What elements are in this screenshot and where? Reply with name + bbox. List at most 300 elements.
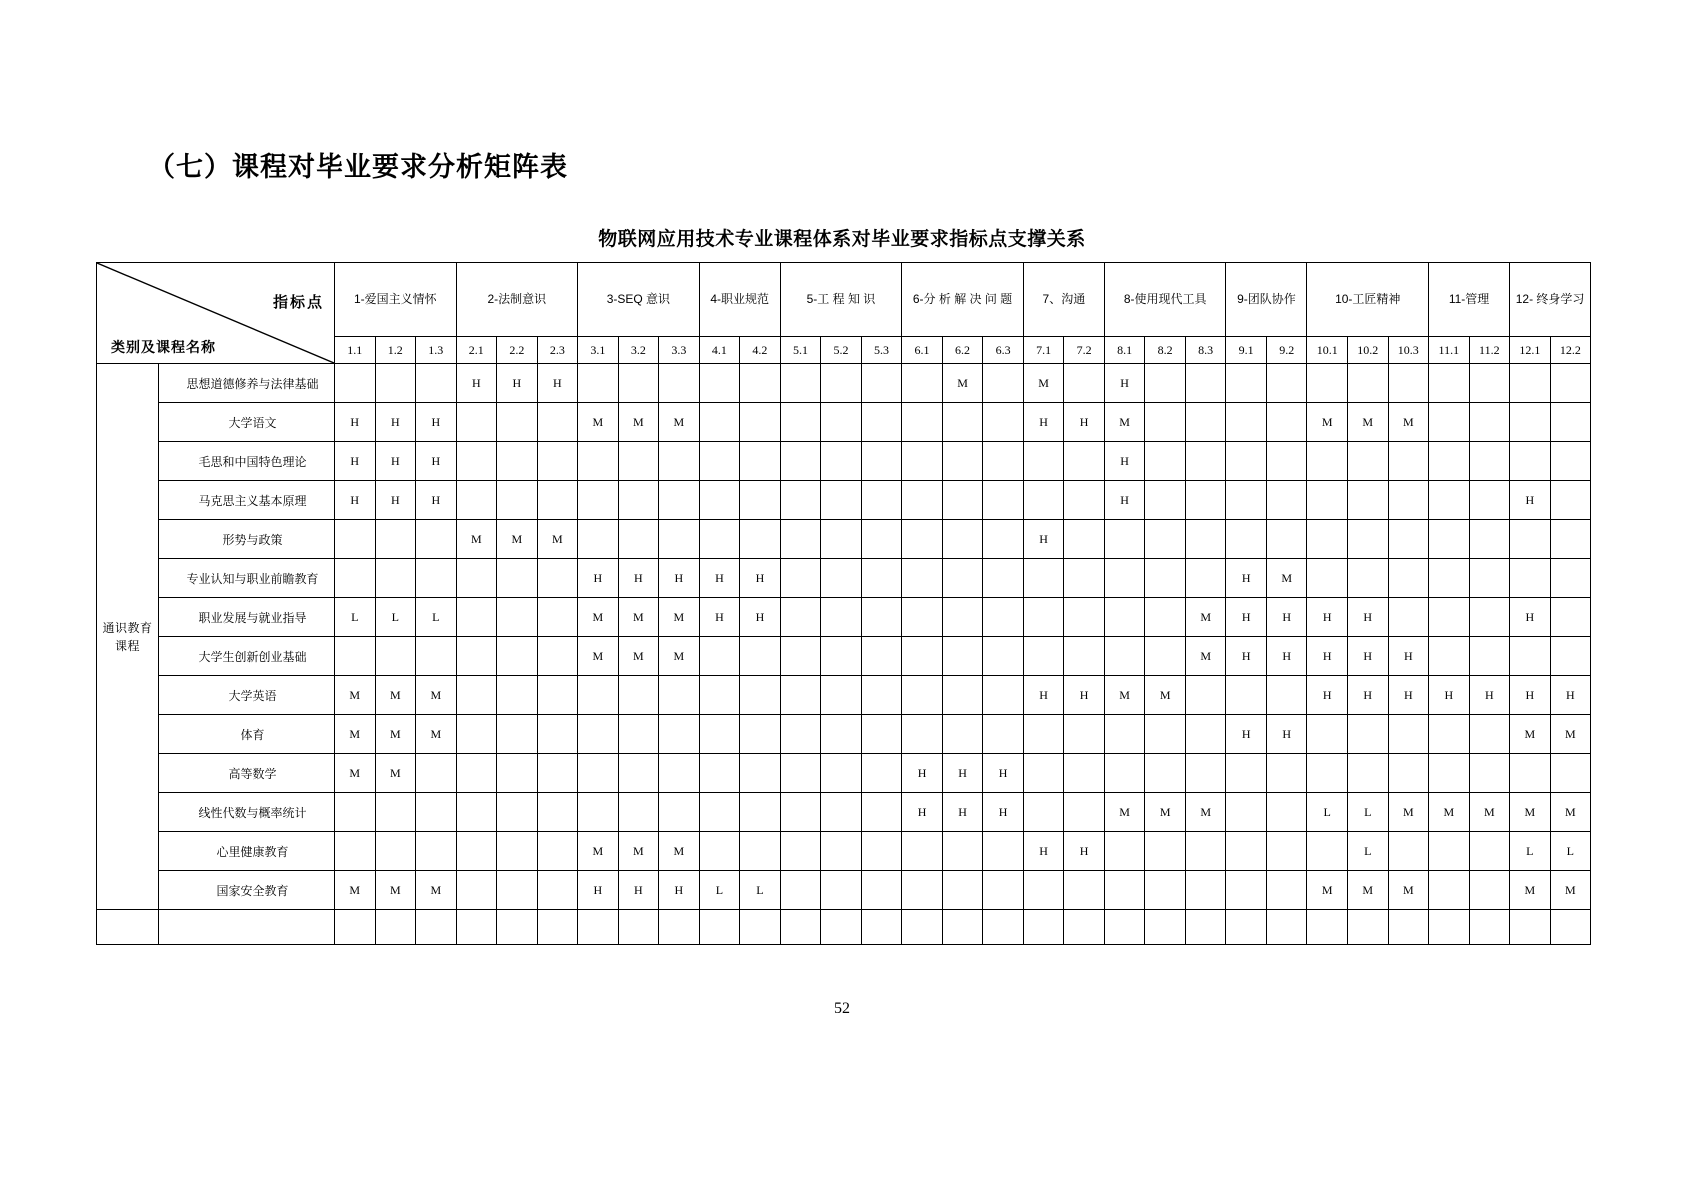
matrix-value-cell xyxy=(902,442,943,481)
sub-header-cell: 8.2 xyxy=(1145,337,1186,364)
group-header-cell: 6-分 析 解 决 问 题 xyxy=(902,263,1024,337)
sub-header-cell: 11.2 xyxy=(1469,337,1510,364)
matrix-value-cell xyxy=(983,715,1024,754)
group-header-cell: 12- 终身学习 xyxy=(1510,263,1591,337)
matrix-value-cell xyxy=(1185,364,1226,403)
matrix-value-cell xyxy=(1104,871,1145,910)
matrix-value-cell xyxy=(942,442,983,481)
matrix-value-cell: H xyxy=(1469,676,1510,715)
matrix-value-cell: H xyxy=(618,559,659,598)
matrix-value-cell xyxy=(1226,832,1267,871)
sub-header-cell: 2.2 xyxy=(497,337,538,364)
matrix-value-cell xyxy=(942,637,983,676)
matrix-value-cell xyxy=(861,754,902,793)
matrix-value-cell: L xyxy=(1307,793,1348,832)
matrix-value-cell xyxy=(1429,481,1470,520)
matrix-value-cell xyxy=(1064,637,1105,676)
matrix-value-cell xyxy=(1469,520,1510,559)
matrix-value-cell xyxy=(1226,442,1267,481)
course-name-cell: 心里健康教育 xyxy=(159,832,335,871)
table-row xyxy=(97,637,1591,676)
matrix-value-cell xyxy=(335,637,376,676)
matrix-value-cell: H xyxy=(1429,676,1470,715)
matrix-value-cell xyxy=(1104,598,1145,637)
matrix-value-cell xyxy=(1145,364,1186,403)
matrix-value-cell: H xyxy=(659,871,700,910)
course-name-cell: 毛思和中国特色理论 xyxy=(159,442,335,481)
matrix-value-cell xyxy=(821,520,862,559)
matrix-value-cell xyxy=(740,481,781,520)
matrix-value-cell xyxy=(1510,403,1551,442)
matrix-value-cell: M xyxy=(335,754,376,793)
matrix-value-cell xyxy=(1145,754,1186,793)
matrix-value-cell xyxy=(780,559,821,598)
matrix-value-cell xyxy=(1064,364,1105,403)
matrix-value-cell xyxy=(780,793,821,832)
matrix-value-cell: M xyxy=(1388,403,1429,442)
matrix-value-cell xyxy=(821,793,862,832)
matrix-value-cell xyxy=(537,559,578,598)
matrix-value-cell xyxy=(780,676,821,715)
matrix-value-cell xyxy=(416,520,457,559)
page-heading: （七）课程对毕业要求分析矩阵表 xyxy=(148,152,568,182)
course-name-cell: 体育 xyxy=(159,715,335,754)
matrix-value-cell xyxy=(1388,481,1429,520)
matrix-value-cell xyxy=(1266,364,1307,403)
matrix-value-cell xyxy=(1550,403,1591,442)
matrix-value-cell: H xyxy=(335,481,376,520)
sub-header-cell: 2.3 xyxy=(537,337,578,364)
matrix-value-cell xyxy=(578,520,619,559)
empty-cell xyxy=(1510,910,1551,945)
table-row xyxy=(97,598,1591,637)
matrix-value-cell: H xyxy=(618,871,659,910)
matrix-value-cell xyxy=(1226,403,1267,442)
matrix-value-cell: M xyxy=(618,598,659,637)
matrix-value-cell xyxy=(699,676,740,715)
matrix-value-cell: H xyxy=(902,793,943,832)
empty-cell xyxy=(821,910,862,945)
matrix-value-cell: H xyxy=(1266,637,1307,676)
matrix-value-cell xyxy=(821,364,862,403)
empty-cell xyxy=(983,910,1024,945)
matrix-value-cell xyxy=(1145,598,1186,637)
matrix-value-cell: M xyxy=(1388,793,1429,832)
matrix-value-cell xyxy=(821,832,862,871)
matrix-value-cell xyxy=(1145,442,1186,481)
matrix-value-cell: M xyxy=(1550,871,1591,910)
matrix-value-cell xyxy=(1307,520,1348,559)
table-row xyxy=(97,871,1591,910)
matrix-value-cell xyxy=(1347,520,1388,559)
group-header-row xyxy=(97,263,1591,337)
matrix-value-cell xyxy=(1145,871,1186,910)
matrix-value-cell xyxy=(902,637,943,676)
matrix-value-cell: H xyxy=(699,598,740,637)
matrix-value-cell xyxy=(1469,559,1510,598)
matrix-value-cell xyxy=(1307,754,1348,793)
matrix-value-cell xyxy=(1104,559,1145,598)
sub-header-cell: 10.1 xyxy=(1307,337,1348,364)
table-row xyxy=(97,364,1591,403)
empty-cell xyxy=(1023,910,1064,945)
matrix-value-cell xyxy=(1104,754,1145,793)
matrix-value-cell xyxy=(1023,637,1064,676)
matrix-value-cell xyxy=(1550,598,1591,637)
matrix-value-cell xyxy=(942,832,983,871)
matrix-value-cell xyxy=(1064,793,1105,832)
matrix-value-cell: H xyxy=(1307,637,1348,676)
matrix-value-cell xyxy=(578,364,619,403)
matrix-value-cell xyxy=(699,832,740,871)
matrix-value-cell xyxy=(1064,754,1105,793)
matrix-value-cell xyxy=(861,364,902,403)
table-row xyxy=(97,442,1591,481)
matrix-value-cell: H xyxy=(375,442,416,481)
matrix-value-cell: H xyxy=(335,403,376,442)
matrix-value-cell xyxy=(1226,793,1267,832)
matrix-value-cell: H xyxy=(1104,481,1145,520)
matrix-value-cell xyxy=(1266,442,1307,481)
matrix-value-cell xyxy=(1550,754,1591,793)
matrix-value-cell: H xyxy=(1347,676,1388,715)
matrix-value-cell: H xyxy=(578,559,619,598)
matrix-value-cell xyxy=(1429,520,1470,559)
sub-header-cell: 5.1 xyxy=(780,337,821,364)
course-name-cell: 思想道德修养与法律基础 xyxy=(159,364,335,403)
matrix-value-cell xyxy=(902,403,943,442)
sub-header-cell: 9.2 xyxy=(1266,337,1307,364)
matrix-value-cell: M xyxy=(1185,598,1226,637)
matrix-value-cell xyxy=(456,637,497,676)
matrix-value-cell xyxy=(983,832,1024,871)
matrix-value-cell xyxy=(861,832,902,871)
matrix-value-cell: H xyxy=(1104,442,1145,481)
matrix-value-cell xyxy=(780,481,821,520)
matrix-value-cell xyxy=(821,871,862,910)
matrix-value-cell: M xyxy=(1510,715,1551,754)
matrix-value-cell xyxy=(1469,364,1510,403)
matrix-value-cell xyxy=(983,481,1024,520)
matrix-value-cell: H xyxy=(416,442,457,481)
course-name-cell: 职业发展与就业指导 xyxy=(159,598,335,637)
matrix-value-cell: M xyxy=(1347,403,1388,442)
matrix-value-cell xyxy=(942,715,983,754)
group-header-cell: 8-使用现代工具 xyxy=(1104,263,1226,337)
matrix-value-cell xyxy=(1185,754,1226,793)
group-header-cell: 2-法制意识 xyxy=(456,263,578,337)
matrix-value-cell: M xyxy=(1388,871,1429,910)
matrix-value-cell xyxy=(375,832,416,871)
matrix-value-cell xyxy=(902,676,943,715)
matrix-value-cell xyxy=(983,364,1024,403)
matrix-value-cell xyxy=(861,793,902,832)
matrix-value-cell xyxy=(1347,559,1388,598)
matrix-value-cell xyxy=(1023,598,1064,637)
matrix-value-cell xyxy=(456,403,497,442)
matrix-value-cell xyxy=(537,793,578,832)
matrix-value-cell: H xyxy=(578,871,619,910)
matrix-value-cell xyxy=(902,832,943,871)
sub-header-cell: 4.1 xyxy=(699,337,740,364)
matrix-value-cell: H xyxy=(659,559,700,598)
matrix-value-cell: H xyxy=(1023,832,1064,871)
matrix-value-cell xyxy=(1023,559,1064,598)
matrix-value-cell xyxy=(1185,871,1226,910)
matrix-value-cell: M xyxy=(375,754,416,793)
sub-header-cell: 10.3 xyxy=(1388,337,1429,364)
matrix-value-cell xyxy=(537,403,578,442)
empty-cell xyxy=(902,910,943,945)
matrix-value-cell xyxy=(1307,364,1348,403)
matrix-value-cell: H xyxy=(375,403,416,442)
matrix-value-cell: M xyxy=(416,715,457,754)
sub-header-cell: 12.1 xyxy=(1510,337,1551,364)
empty-cell xyxy=(456,910,497,945)
sub-header-cell: 8.3 xyxy=(1185,337,1226,364)
matrix-value-cell xyxy=(1185,559,1226,598)
matrix-value-cell: H xyxy=(416,481,457,520)
sub-header-cell: 10.2 xyxy=(1347,337,1388,364)
matrix-table-container xyxy=(96,262,1590,945)
matrix-value-cell xyxy=(1469,442,1510,481)
matrix-value-cell: M xyxy=(375,715,416,754)
matrix-value-cell: M xyxy=(416,871,457,910)
matrix-value-cell xyxy=(497,559,538,598)
matrix-value-cell: L xyxy=(375,598,416,637)
matrix-value-cell xyxy=(902,364,943,403)
matrix-value-cell xyxy=(456,832,497,871)
matrix-value-cell xyxy=(497,637,538,676)
matrix-value-cell xyxy=(1510,637,1551,676)
matrix-value-cell xyxy=(780,364,821,403)
matrix-value-cell xyxy=(821,637,862,676)
matrix-value-cell xyxy=(983,520,1024,559)
matrix-value-cell xyxy=(1104,832,1145,871)
matrix-value-cell: H xyxy=(740,559,781,598)
matrix-value-cell: M xyxy=(1550,793,1591,832)
empty-cell xyxy=(416,910,457,945)
matrix-value-cell: H xyxy=(942,793,983,832)
matrix-value-cell: M xyxy=(497,520,538,559)
matrix-value-cell: H xyxy=(1347,637,1388,676)
matrix-value-cell xyxy=(1429,832,1470,871)
matrix-value-cell xyxy=(618,481,659,520)
table-row xyxy=(97,832,1591,871)
matrix-value-cell xyxy=(375,559,416,598)
matrix-value-cell xyxy=(1185,676,1226,715)
empty-cell xyxy=(578,910,619,945)
table-row xyxy=(97,481,1591,520)
matrix-value-cell xyxy=(497,871,538,910)
matrix-value-cell: L xyxy=(335,598,376,637)
matrix-value-cell: M xyxy=(578,637,619,676)
matrix-value-cell xyxy=(1550,559,1591,598)
matrix-value-cell xyxy=(1388,832,1429,871)
matrix-value-cell: L xyxy=(1510,832,1551,871)
empty-cell xyxy=(97,910,159,945)
matrix-value-cell: M xyxy=(659,832,700,871)
matrix-value-cell xyxy=(1064,520,1105,559)
matrix-value-cell xyxy=(1023,715,1064,754)
matrix-value-cell xyxy=(416,364,457,403)
matrix-value-cell xyxy=(1023,481,1064,520)
matrix-value-cell xyxy=(1429,559,1470,598)
matrix-value-cell: M xyxy=(578,598,619,637)
empty-cell xyxy=(618,910,659,945)
matrix-value-cell xyxy=(861,481,902,520)
matrix-value-cell: M xyxy=(1185,637,1226,676)
sub-header-cell: 1.1 xyxy=(335,337,376,364)
matrix-value-cell xyxy=(740,715,781,754)
matrix-value-cell xyxy=(578,793,619,832)
matrix-value-cell xyxy=(1510,442,1551,481)
matrix-value-cell xyxy=(578,754,619,793)
group-header-cell: 7、沟通 xyxy=(1023,263,1104,337)
empty-cell xyxy=(1469,910,1510,945)
matrix-value-cell xyxy=(1429,715,1470,754)
matrix-value-cell xyxy=(1388,364,1429,403)
sub-header-cell: 3.3 xyxy=(659,337,700,364)
empty-cell xyxy=(335,910,376,945)
corner-header-cell xyxy=(97,263,335,364)
matrix-value-cell xyxy=(659,676,700,715)
matrix-value-cell xyxy=(537,637,578,676)
matrix-value-cell xyxy=(497,442,538,481)
matrix-value-cell xyxy=(740,637,781,676)
matrix-value-cell xyxy=(375,364,416,403)
corner-top-label: 指标点 xyxy=(272,294,324,311)
matrix-value-cell xyxy=(1469,481,1510,520)
matrix-value-cell xyxy=(537,832,578,871)
matrix-value-cell xyxy=(416,637,457,676)
matrix-value-cell: H xyxy=(416,403,457,442)
empty-cell xyxy=(1145,910,1186,945)
matrix-value-cell: M xyxy=(416,676,457,715)
matrix-value-cell xyxy=(1388,598,1429,637)
matrix-value-cell xyxy=(1347,442,1388,481)
empty-cell xyxy=(861,910,902,945)
matrix-value-cell xyxy=(942,403,983,442)
matrix-value-cell xyxy=(942,481,983,520)
matrix-value-cell xyxy=(983,871,1024,910)
matrix-value-cell xyxy=(983,442,1024,481)
matrix-value-cell xyxy=(740,442,781,481)
matrix-value-cell xyxy=(375,793,416,832)
matrix-value-cell xyxy=(861,520,902,559)
matrix-value-cell: H xyxy=(1510,481,1551,520)
sub-header-cell: 6.3 xyxy=(983,337,1024,364)
matrix-value-cell xyxy=(1550,481,1591,520)
matrix-value-cell: M xyxy=(578,403,619,442)
sub-header-cell: 4.2 xyxy=(740,337,781,364)
matrix-value-cell: M xyxy=(335,676,376,715)
matrix-value-cell xyxy=(416,832,457,871)
matrix-value-cell xyxy=(659,364,700,403)
matrix-value-cell xyxy=(983,403,1024,442)
matrix-value-cell xyxy=(1307,559,1348,598)
sub-header-cell: 5.3 xyxy=(861,337,902,364)
matrix-value-cell xyxy=(1064,715,1105,754)
matrix-value-cell: H xyxy=(1550,676,1591,715)
matrix-value-cell xyxy=(1185,481,1226,520)
matrix-value-cell xyxy=(780,871,821,910)
matrix-value-cell xyxy=(416,754,457,793)
table-row xyxy=(97,559,1591,598)
matrix-value-cell: H xyxy=(497,364,538,403)
matrix-value-cell xyxy=(618,442,659,481)
matrix-value-cell xyxy=(659,481,700,520)
matrix-value-cell xyxy=(1510,754,1551,793)
matrix-value-cell xyxy=(1064,559,1105,598)
matrix-value-cell xyxy=(416,559,457,598)
matrix-value-cell xyxy=(861,442,902,481)
matrix-value-cell xyxy=(983,598,1024,637)
matrix-value-cell xyxy=(1469,871,1510,910)
matrix-value-cell xyxy=(1104,715,1145,754)
course-name-cell: 专业认知与职业前瞻教育 xyxy=(159,559,335,598)
matrix-value-cell xyxy=(1145,520,1186,559)
matrix-value-cell xyxy=(1429,403,1470,442)
matrix-value-cell: H xyxy=(1226,715,1267,754)
matrix-value-cell xyxy=(699,364,740,403)
matrix-value-cell xyxy=(780,598,821,637)
matrix-value-cell xyxy=(659,793,700,832)
matrix-value-cell xyxy=(618,754,659,793)
matrix-value-cell xyxy=(821,598,862,637)
matrix-value-cell xyxy=(1469,637,1510,676)
matrix-value-cell: M xyxy=(942,364,983,403)
empty-cell xyxy=(1266,910,1307,945)
matrix-value-cell: M xyxy=(1104,403,1145,442)
matrix-value-cell: H xyxy=(740,598,781,637)
matrix-value-cell xyxy=(942,520,983,559)
matrix-value-cell xyxy=(456,598,497,637)
matrix-value-cell xyxy=(1388,559,1429,598)
matrix-value-cell xyxy=(983,559,1024,598)
sub-header-cell: 2.1 xyxy=(456,337,497,364)
matrix-value-cell xyxy=(780,520,821,559)
matrix-value-cell xyxy=(1307,715,1348,754)
matrix-value-cell xyxy=(659,442,700,481)
matrix-value-cell xyxy=(861,715,902,754)
matrix-value-cell: M xyxy=(335,715,376,754)
matrix-value-cell xyxy=(1266,403,1307,442)
matrix-value-cell xyxy=(497,832,538,871)
matrix-value-cell: M xyxy=(659,637,700,676)
matrix-value-cell xyxy=(821,442,862,481)
matrix-value-cell xyxy=(1266,832,1307,871)
empty-cell xyxy=(1064,910,1105,945)
empty-cell xyxy=(1307,910,1348,945)
matrix-value-cell xyxy=(456,715,497,754)
matrix-value-cell xyxy=(1145,481,1186,520)
matrix-value-cell xyxy=(699,403,740,442)
sub-header-cell: 9.1 xyxy=(1226,337,1267,364)
matrix-value-cell xyxy=(1347,715,1388,754)
matrix-value-cell xyxy=(821,715,862,754)
matrix-value-cell xyxy=(699,481,740,520)
matrix-value-cell xyxy=(1104,637,1145,676)
matrix-value-cell xyxy=(659,520,700,559)
matrix-value-cell xyxy=(497,481,538,520)
matrix-value-cell xyxy=(821,754,862,793)
matrix-value-cell xyxy=(699,754,740,793)
matrix-value-cell xyxy=(740,832,781,871)
matrix-value-cell xyxy=(1550,637,1591,676)
matrix-value-cell: H xyxy=(983,793,1024,832)
matrix-value-cell xyxy=(902,871,943,910)
